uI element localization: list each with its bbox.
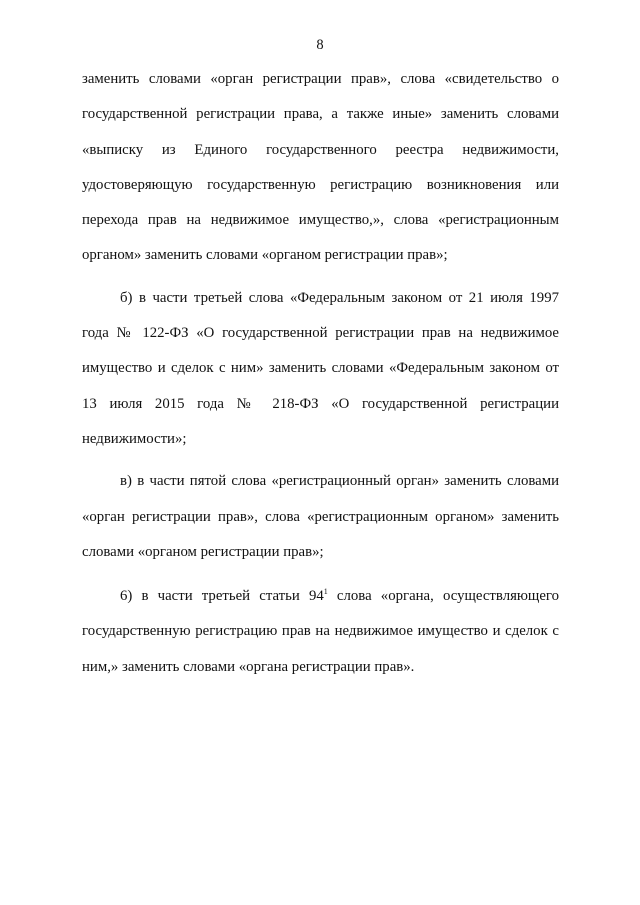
paragraph-item-6-end: слова «органа, осуществляющего государственную регистрацию прав на недвижимое имущество и сделок с ним,» заменить словами «органа регистрации прав». [82,588,559,675]
paragraph-item-6-start: 6) в части третьей статьи 94 [120,588,324,605]
paragraph-item-b: б) в части третьей слова «Федеральным законом от 21 июля 1997 года № 122-ФЗ «О государственной регистрации прав на недвижимое имущество и сделок с ним» заменить словами «Федеральным законом от 13 июля 2015 года № 218-ФЗ «О государственной регистрации недвижимости»; [82,289,559,447]
paragraph-item-v: в) в части пятой слова «регистрационный орган» заменить словами «орган регистрации прав», слова «регистрационным органом» заменить словами «органом регистрации прав»; [82,473,559,560]
paragraph-continuation: заменить словами «орган регистрации прав», слова «свидетельство о государственной регистрации права, а также иные» заменить словами «выписку из Единого государственного реестра недвижимости, удостоверяющую государственную регистрацию возникновения или перехода прав на недвижимое имущество,», слова «регистрационным органом» заменить словами «органом регистрации прав»; [82,71,559,264]
paragraph-item-6 [82,579,559,685]
document-body [82,62,559,685]
article-superscript: 1 [323,587,328,597]
page-number: 8 [316,37,324,53]
